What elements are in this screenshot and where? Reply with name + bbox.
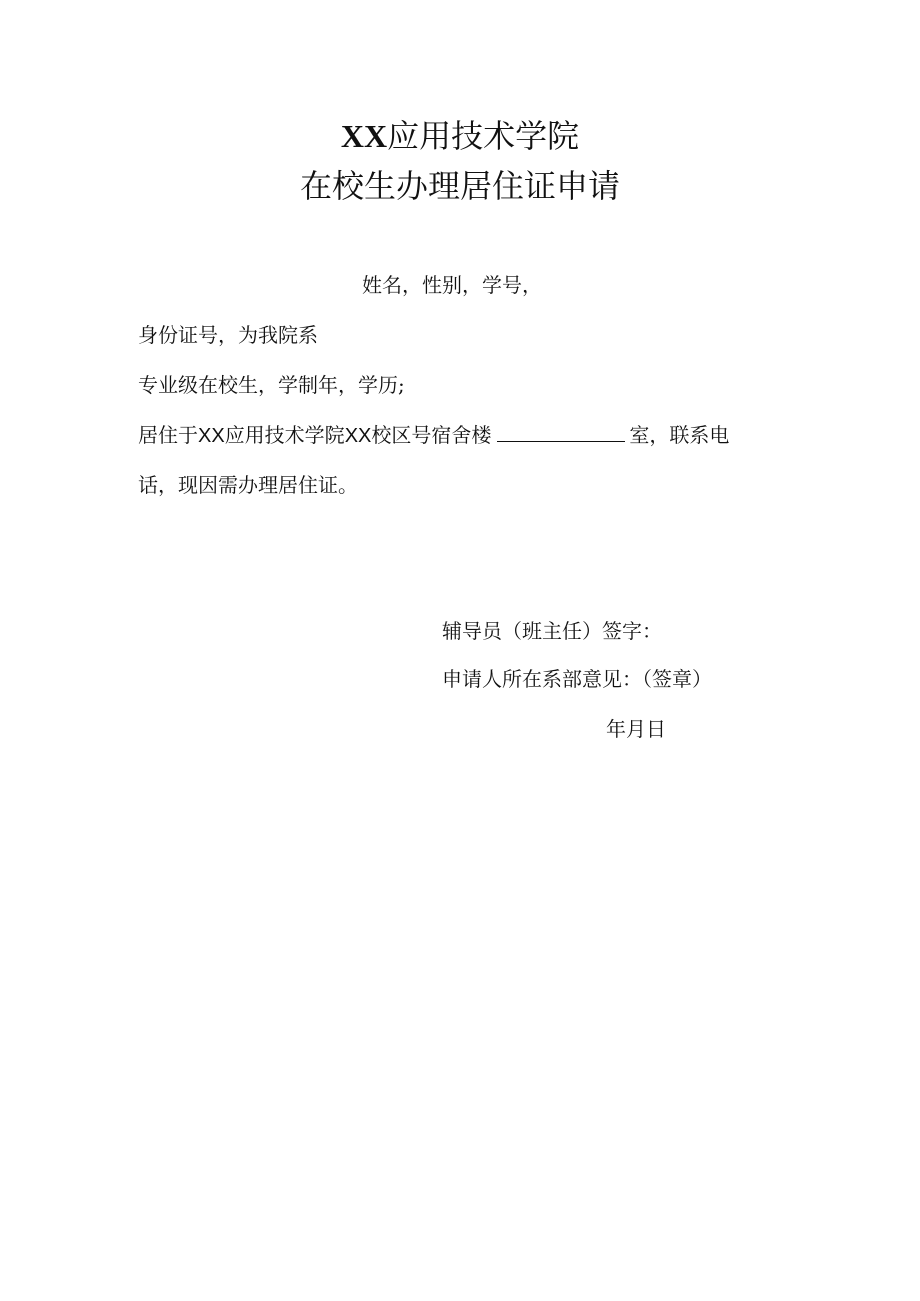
reason-line: 话，现因需办理居住证。	[138, 473, 358, 497]
major-line: 专业级在校生，学制年，学历;	[138, 373, 405, 397]
date-label: 年月日	[606, 717, 666, 741]
department-opinion-label: 申请人所在系部意见：（签章）	[442, 667, 712, 691]
room-number-blank	[497, 421, 625, 442]
residence-text-4: 室，联系电	[629, 423, 730, 447]
residence-xx-1: XX	[198, 425, 225, 447]
residence-xx-2: XX	[344, 425, 372, 447]
counselor-signature-label: 辅导员（班主任）签字：	[442, 619, 662, 643]
title-prefix: XX	[340, 118, 388, 154]
document-title-line2: 在校生办理居住证申请	[299, 167, 620, 205]
id-number-line: 身份证号，为我院系	[138, 323, 318, 347]
document-title-line1	[0, 116, 920, 156]
residence-text-2: 应用技术学院	[224, 423, 345, 447]
residence-line	[138, 421, 729, 450]
title-school-name: 应用技术学院	[387, 117, 580, 155]
residence-text-1: 居住于	[138, 423, 198, 447]
residence-text-3: 校区号宿舍楼	[371, 423, 492, 447]
applicant-info-line: 姓名，性别，学号，	[362, 273, 542, 297]
